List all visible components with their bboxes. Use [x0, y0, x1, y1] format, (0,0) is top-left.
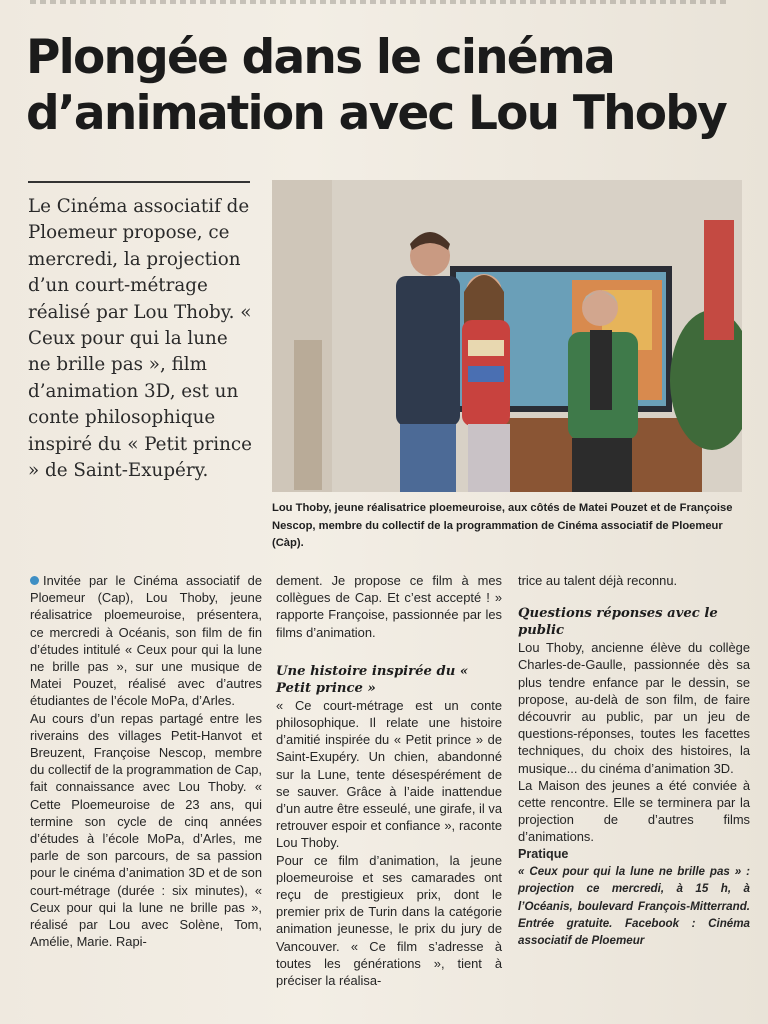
paragraph: « Ce court-métrage est un conte philosophique. Il relate une histoire d’amitié inspirée du « Petit prince » de Saint-Exupéry. Un chien, abandonné sur la Lune, tente désespérément de se sauver. Grâce à l’aide inattendue d’un autre être esseulé, une girafe, il va retrouver espoir et confiance », raconte Lou Thoby.: [276, 697, 502, 851]
subheading: Une histoire inspirée du « Petit prince »: [276, 663, 469, 696]
paragraph: Lou Thoby, ancienne élève du collège Charles-de-Gaulle, passionnée dès sa plus tendre enfance par le dessin, se propose, au-delà de son film, de faire découvrir au public, par un jeu de questions-réponses, toutes les facettes techniques, du choix des histoires, la musique... du cinéma d’animation 3D.: [518, 640, 750, 776]
paragraph: dement. Je propose ce film à mes collègues de Cap. Et c’est accepté ! » rapporte Françoise, passionnée par les films d’animation.: [276, 573, 502, 640]
paragraph: trice au talent déjà reconnu.: [518, 573, 678, 588]
headline-line-1: Plongée dans le cinéma: [26, 30, 614, 85]
column-2: [276, 572, 502, 989]
practical-info: « Ceux pour qui la lune ne brille pas » : projection ce mercredi, à 15 h, à l’Océanis, boulevard François-Mitterrand. Entrée gratuite. Facebook : Cinéma associatif de Ploemeur: [518, 864, 750, 948]
chapo-rule: [28, 181, 250, 183]
article-headline: [26, 30, 746, 142]
paragraph: [30, 572, 262, 710]
photo-caption: Lou Thoby, jeune réalisatrice ploemeuroise, aux côtés de Matei Pouzet et de Françoise Nescop, membre du collectif de la programmation de Cinéma associatif de Ploemeur (Càp).: [272, 502, 733, 549]
article-photo: [272, 180, 742, 492]
subheading: Questions réponses avec le public: [518, 606, 718, 639]
paragraph: Au cours d’un repas partagé entre les riverains des villages Petit-Hanvot et Breuzent, Françoise Nescop, membre du collectif de la programmation de Cap, fait connaissance avec Lou Thoby. « Cette Ploemeuroise de 23 ans, qui termine son cycle de cinq années d’études à l’école MoPa, d’Arles, me parle de son parcours, de sa passion pour le cinéma d’animation 3D et de son court-métrage (durée : six minutes), « Ceux pour qui la lune ne brille pas », réalisé par Lou avec Solène, Tom, Amélie, Marie. Rapi-: [30, 710, 262, 950]
practical-info-title: Pratique: [518, 846, 569, 861]
column-1: [30, 572, 262, 950]
column-3: [518, 572, 750, 950]
paragraph-text: Invitée par le Cinéma associatif de Ploemeur (Cap), Lou Thoby, jeune réalisatrice ploemeuroise, présentera, ce mercredi à Océanis, son film de fin d’études intitulé « Ceux pour qui la lune ne brille pas », sur une musique de Matei Pouzet, réalisé avec d’autres étudiantes de l’école MoPa, d’Arles.: [30, 573, 262, 709]
bullet-dot-icon: [30, 576, 39, 585]
photo-illustration: [272, 180, 742, 492]
paragraph: La Maison des jeunes a été conviée à cette rencontre. Elle se terminera par la projection de d’autres films d’animations.: [518, 777, 750, 845]
headline-line-2: d’animation avec Lou Thoby: [26, 86, 726, 141]
article-lead: Le Cinéma associatif de Ploemeur propose, ce mercredi, la projection d’un court-métrage réalisé par Lou Thoby. « Ceux pour qui la lune ne brille pas », film d’animation 3D, est un conte philosophique inspiré du « Petit prince » de Saint-Exupéry.: [28, 196, 252, 482]
top-rule: [30, 0, 730, 4]
paragraph: Pour ce film d’animation, la jeune ploemeuroise et ses camarades ont reçu de prestigieux prix, dont le premier prix de Turin dans la catégorie animation jeunesse, le prix du jury de Vancouver. « Ce film s’adresse à toutes les générations », tient à préciser la réalisa-: [276, 852, 502, 989]
